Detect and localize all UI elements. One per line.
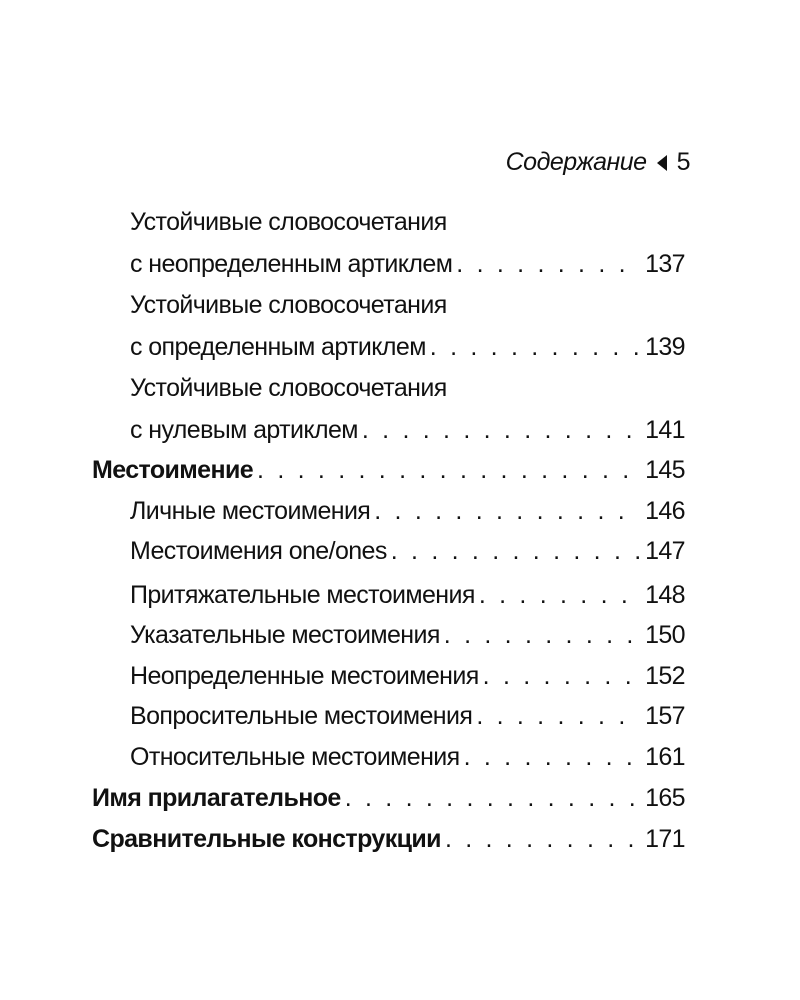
toc-entry-page: 165 xyxy=(645,784,685,812)
toc-entry-title: Относительные местоимения xyxy=(130,743,460,771)
dot-leader xyxy=(456,249,639,279)
toc-entry-title: Притяжательные местоимения xyxy=(130,581,475,609)
page-number: 5 xyxy=(676,148,690,176)
running-head xyxy=(506,148,690,177)
triangle-left-icon xyxy=(657,155,667,171)
toc-entry-title-line1: Устойчивые словосочетания xyxy=(130,208,447,236)
toc-entry-title: Вопросительные местоимения xyxy=(130,702,473,730)
toc-entry-page: 139 xyxy=(645,333,685,361)
dot-leader xyxy=(479,580,639,610)
toc-entry-title-line2: с определенным артиклем xyxy=(130,333,426,361)
toc-entry-page: 161 xyxy=(645,743,685,771)
toc-entry-title: Личные местоимения xyxy=(130,497,371,525)
toc-entry-page: 157 xyxy=(645,702,685,730)
toc-entry-page: 137 xyxy=(645,250,685,278)
dot-leader xyxy=(362,415,639,445)
dot-leader xyxy=(445,824,639,854)
toc-entry-page: 146 xyxy=(645,497,685,525)
toc-entry-title-line2: с неопределенным артиклем xyxy=(130,250,453,278)
running-head-title: Содержание xyxy=(505,148,647,176)
dot-leader xyxy=(374,496,639,526)
dot-leader xyxy=(257,455,639,485)
dot-leader xyxy=(430,332,639,362)
toc-entry-title-line2: с нулевым артиклем xyxy=(130,416,358,444)
dot-leader xyxy=(476,701,639,731)
toc-entry-page: 171 xyxy=(645,825,685,853)
toc-entry-page: 141 xyxy=(645,416,685,444)
toc-entry-title: Имя прилагательное xyxy=(92,784,341,812)
dot-leader xyxy=(444,620,639,650)
dot-leader xyxy=(345,783,639,813)
dot-leader xyxy=(391,536,639,566)
toc-entry-title: Местоимение xyxy=(92,456,254,484)
toc-entry-title: Сравнительные конструкции xyxy=(92,825,441,853)
toc-entry-page: 147 xyxy=(645,537,685,565)
toc-entry-title: Местоимения one/ones xyxy=(130,537,387,565)
dot-leader xyxy=(464,742,639,772)
toc-entry-page: 152 xyxy=(645,662,685,690)
toc-entry-page: 148 xyxy=(645,581,685,609)
toc-entry-page: 145 xyxy=(645,456,685,484)
toc-entry-title-line1: Устойчивые словосочетания xyxy=(130,374,447,402)
dot-leader xyxy=(483,661,639,691)
toc-entry-page: 150 xyxy=(645,621,685,649)
toc-entry-title: Неопределенные местоимения xyxy=(130,662,479,690)
toc-entry-title: Указательные местоимения xyxy=(130,621,440,649)
toc-entry-title-line1: Устойчивые словосочетания xyxy=(130,291,447,319)
